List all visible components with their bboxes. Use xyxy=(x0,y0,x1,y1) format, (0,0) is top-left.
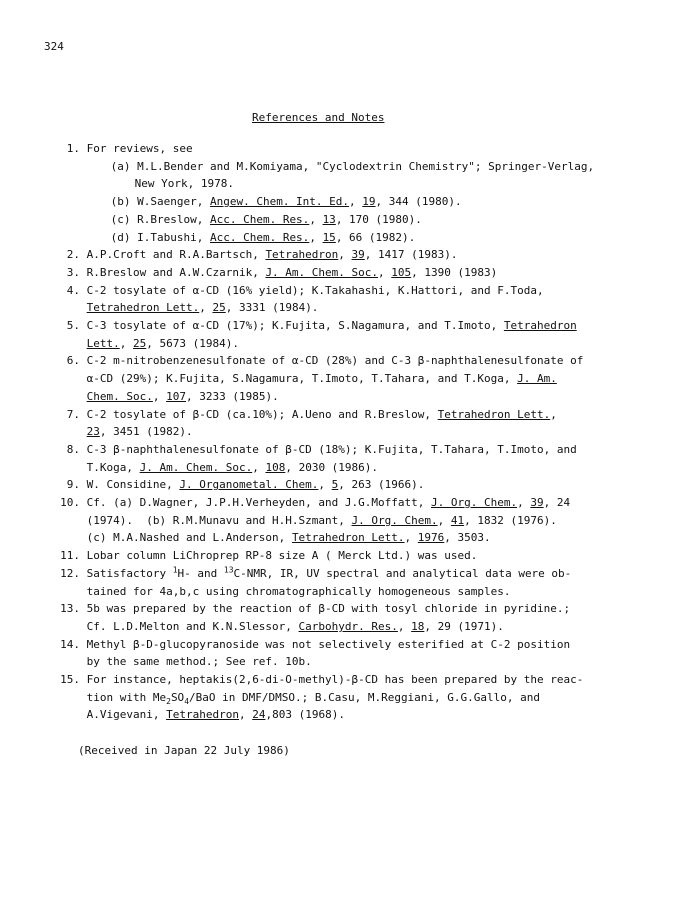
reference-text: For instance, heptakis(2,6-di-O-methyl)-β-CD has been prepared by the reac- xyxy=(86,673,584,686)
reference-text: W. Considine, J. Organometal. Chem., 5, 263 (1966). xyxy=(86,478,425,492)
reference-line xyxy=(44,408,557,422)
reference-text: T.Koga, J. Am. Chem. Soc., 108, 2030 (1986). xyxy=(86,460,379,474)
reference-number: 8. xyxy=(66,442,80,456)
reference-text: C-2 m-nitrobenzenesulfonate of α-CD (28%) and C-3 β-naphthalenesulfonate of xyxy=(86,354,584,368)
reference-line xyxy=(44,195,462,209)
reference-text: (a) M.L.Bender and M.Komiyama, "Cyclodextrin Chemistry"; Springer-Verlag, xyxy=(110,159,595,173)
reference-line xyxy=(44,177,234,191)
reference-line xyxy=(44,638,570,652)
reference-line xyxy=(44,461,378,475)
reference-line xyxy=(44,337,239,351)
reference-line xyxy=(44,213,422,227)
section-title: References and Notes xyxy=(252,111,385,124)
reference-number: 9. xyxy=(66,478,80,492)
reference-text: Tetrahedron Lett., 25, 3331 (1984). xyxy=(86,301,319,315)
reference-line xyxy=(44,531,491,545)
reference-text: C-2 tosylate of β-CD (ca.10%); A.Ueno and R.Breslow, Tetrahedron Lett., xyxy=(86,407,557,421)
reference-line xyxy=(44,620,504,634)
reference-text: tion with $Me_2SO_4$/BaO in DMF/DMSO.; B.Casu, M.Reggiani, G.G.Gallo, and xyxy=(86,690,541,706)
reference-line xyxy=(44,514,557,528)
reference-line xyxy=(44,390,279,404)
reference-line xyxy=(44,142,193,156)
reference-line xyxy=(44,567,571,581)
reference-line xyxy=(44,673,583,687)
reference-text: (b) W.Saenger, Angew. Chem. Int. Ed., 19, 344 (1980). xyxy=(110,195,462,209)
reference-text: Lobar column LiChroprep RP-8 size A ( Merck Ltd.) was used. xyxy=(86,549,478,563)
reference-line xyxy=(44,354,583,368)
reference-text: A.Vigevani, Tetrahedron, 24,803 (1968). xyxy=(86,708,345,722)
reference-number: 2. xyxy=(66,248,80,262)
reference-text: C-3 tosylate of α-CD (17%); K.Fujita, S.Nagamura, and T.Imoto, Tetrahedron xyxy=(86,319,577,332)
reference-text: For reviews, see xyxy=(86,142,193,155)
reference-text: (c) R.Breslow, Acc. Chem. Res., 13, 170 (1980). xyxy=(110,212,422,226)
reference-number: 4. xyxy=(66,283,80,297)
reference-text: Lett., 25, 5673 (1984). xyxy=(86,336,239,350)
reference-text: Cf. (a) D.Wagner, J.P.H.Verheyden, and J.G.Moffatt, J. Org. Chem., 39, 24 xyxy=(86,496,571,509)
reference-line xyxy=(44,284,544,298)
reference-line xyxy=(44,266,497,280)
reference-line xyxy=(44,160,594,174)
received-date: (Received in Japan 22 July 1986) xyxy=(78,744,290,757)
reference-number: 13. xyxy=(60,602,80,616)
reference-text: New York, 1978. xyxy=(134,177,234,191)
reference-text: α-CD (29%); K.Fujita, S.Nagamura, T.Imoto, T.Tahara, and T.Koga, J. Am. xyxy=(86,372,557,386)
reference-line xyxy=(44,691,540,705)
reference-text: Chem. Soc., 107, 3233 (1985). xyxy=(86,389,279,403)
reference-text: Satisfactory $^1$H- and $^{13}$C-NMR, IR, UV spectral and analytical data were ob- xyxy=(86,565,572,580)
reference-text: (d) I.Tabushi, Acc. Chem. Res., 15, 66 (1982). xyxy=(110,230,416,244)
reference-text: C-3 β-naphthalenesulfonate of β-CD (18%); K.Fujita, T.Tahara, T.Imoto, and xyxy=(86,442,577,456)
reference-number: 14. xyxy=(60,637,80,651)
reference-text: by the same method.; See ref. 10b. xyxy=(86,655,312,669)
reference-line xyxy=(44,301,318,315)
reference-line xyxy=(44,425,193,439)
reference-line xyxy=(44,585,510,599)
reference-number: 5. xyxy=(66,319,80,332)
reference-text: (1974). (b) R.M.Munavu and H.H.Szmant, J. Org. Chem., 41, 1832 (1976). xyxy=(86,513,557,527)
reference-text: 23, 3451 (1982). xyxy=(86,425,193,439)
reference-line xyxy=(44,655,312,669)
reference-number: 15. xyxy=(60,673,80,686)
reference-number: 1. xyxy=(66,142,80,155)
reference-text: Cf. L.D.Melton and K.N.Slessor, Carbohydr. Res., 18, 29 (1971). xyxy=(86,619,504,633)
reference-text: A.P.Croft and R.A.Bartsch, Tetrahedron, 39, 1417 (1983). xyxy=(86,248,458,262)
reference-line xyxy=(44,496,570,510)
page-number: 324 xyxy=(44,40,64,53)
reference-number: 11. xyxy=(60,549,80,563)
reference-line xyxy=(44,602,570,616)
reference-line xyxy=(44,248,458,262)
reference-text: tained for 4a,b,c using chromatographically homogeneous samples. xyxy=(86,584,511,598)
reference-line xyxy=(44,443,577,457)
reference-text: R.Breslow and A.W.Czarnik, J. Am. Chem. Soc., 105, 1390 (1983) xyxy=(86,265,498,279)
reference-number: 6. xyxy=(66,354,80,368)
reference-number: 3. xyxy=(66,265,80,279)
reference-line xyxy=(44,372,557,386)
reference-line xyxy=(44,549,477,563)
reference-line xyxy=(44,231,415,245)
reference-text: (c) M.A.Nashed and L.Anderson, Tetrahedron Lett., 1976, 3503. xyxy=(86,531,491,545)
reference-text: C-2 tosylate of α-CD (16% yield); K.Takahashi, K.Hattori, and F.Toda, xyxy=(86,283,544,297)
reference-number: 12. xyxy=(60,566,80,580)
reference-text: 5b was prepared by the reaction of β-CD with tosyl chloride in pyridine.; xyxy=(86,602,571,616)
reference-line xyxy=(44,478,424,492)
reference-number: 7. xyxy=(66,407,80,421)
reference-line xyxy=(44,708,345,722)
reference-line xyxy=(44,319,577,333)
reference-text: Methyl β-D-glucopyranoside was not selectively esterified at C-2 position xyxy=(86,637,571,651)
reference-number: 10. xyxy=(60,496,80,509)
